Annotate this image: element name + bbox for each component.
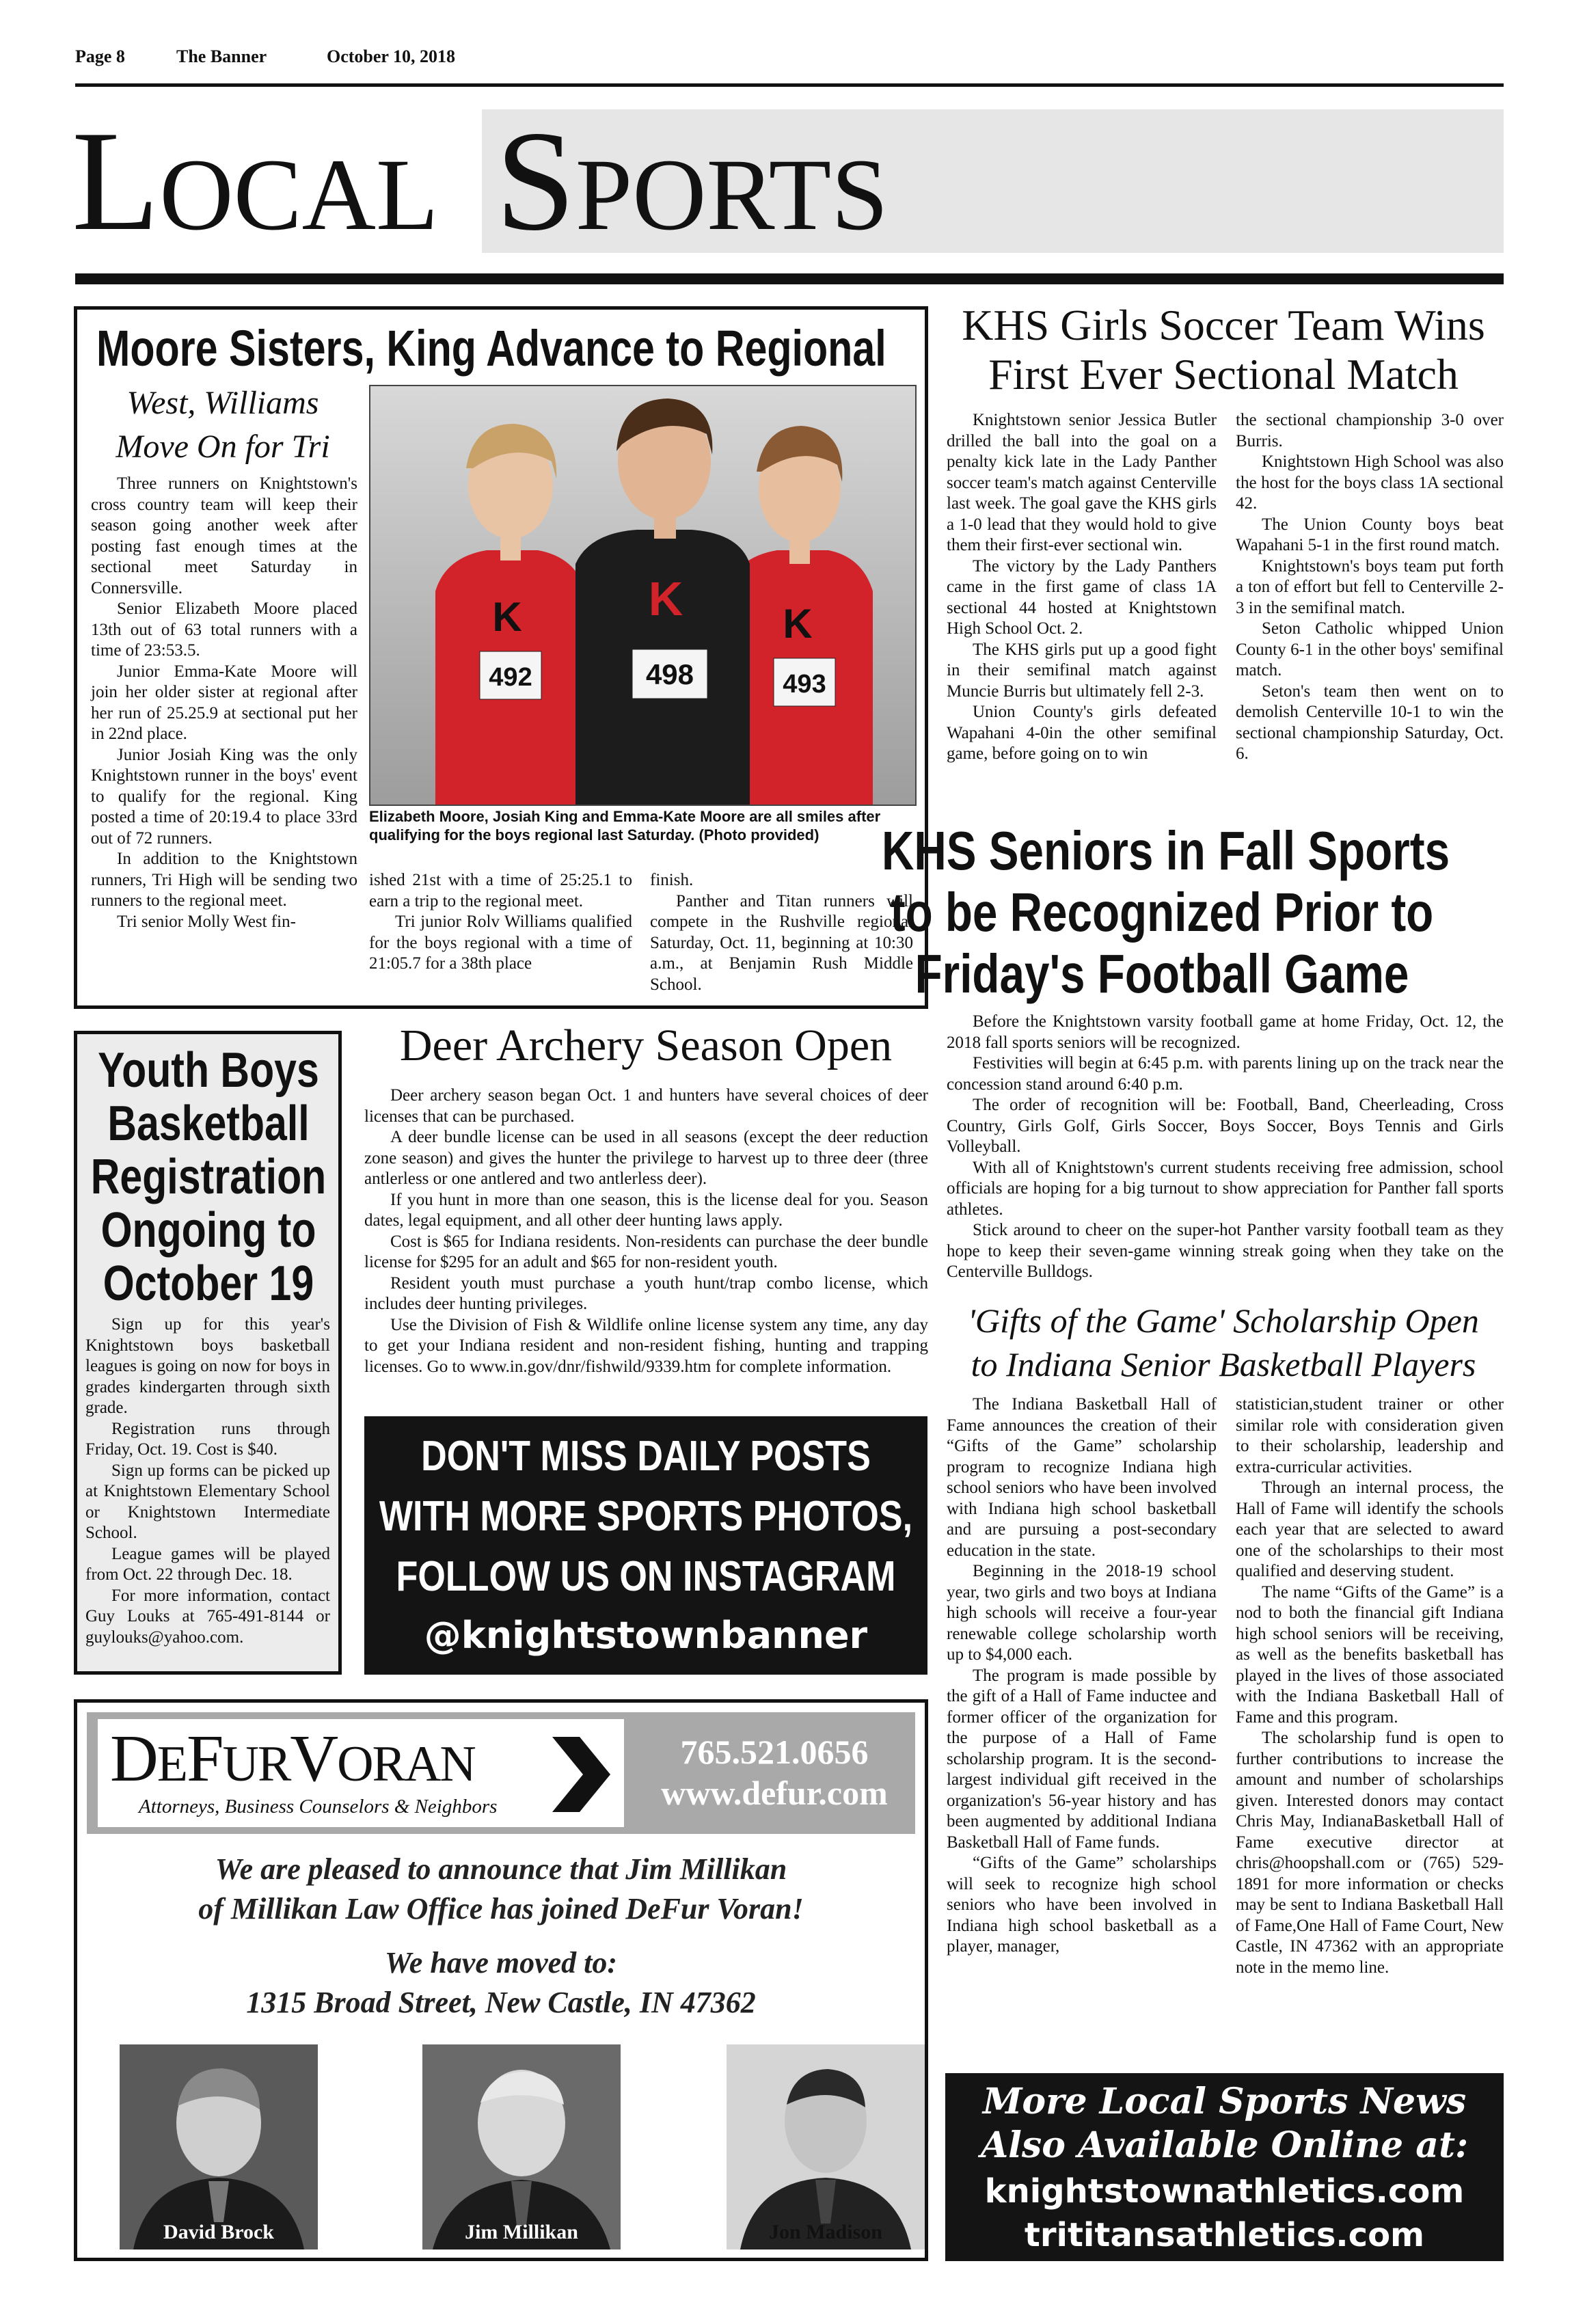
instagram-line3: FOLLOW US ON INSTAGRAM — [396, 1553, 896, 1600]
deer-headline: Deer Archery Season Open — [399, 1021, 893, 1070]
bib-letter-center: K — [648, 572, 683, 625]
site-trititansathletics[interactable]: trititansathletics.com — [1024, 2216, 1425, 2254]
bib-letter-right: K — [783, 601, 813, 647]
portrait-jim-millikan — [422, 2044, 621, 2249]
issue-date: October 10, 2018 — [327, 46, 455, 66]
section-title-local: LOCAL — [72, 102, 439, 260]
ad-logo-panel — [98, 1719, 624, 1827]
portrait-david-brock — [120, 2044, 318, 2249]
bib-center: 498 — [645, 658, 694, 690]
defur-voran-logo: DEFURVORAN — [110, 1722, 475, 1796]
page-number: Page 8 — [75, 46, 125, 66]
more-news-box — [945, 2073, 1504, 2261]
more-news-line2: Also Available Online at: — [980, 2124, 1469, 2166]
ad-announcement: We are pleased to announce that Jim Millikan of Millikan Law Office has joined DeFur Voran! — [198, 1852, 804, 1926]
paper-name: The Banner — [176, 46, 267, 66]
name-jim-millikan: Jim Millikan — [465, 2221, 578, 2243]
scholarship-headline: 'Gifts of the Game' Scholarship Open to Indiana Senior Basketball Players — [968, 1301, 1479, 1383]
soccer-headline: KHS Girls Soccer Team Wins First Ever Sectional Match — [962, 301, 1485, 398]
scholarship-col2: statistician,student trainer or other similar role with consideration given to their scholarship, leadership and extra-curricular activities. Through an internal process, the Hall of Fame will identify the schools each year that are selected to award one of the scholarships to their most qualified and deserving student. The name “Gifts of the Game” is a nod to both the financial gift Indiana high school seniors will be receiving, as well as the benefits basketball has played in the lives of those associated with the Indiana Basketball Hall of Fame and this program. The scholarship fund is open to further contributions to increase the amount and number of scholarships given. Interested donors may contact Chris May, IndianaBasketball Hall of Fame executive director at chris@hoopshall.com or (765) 529-1891 for more information or checks may be sent to Indiana Basketball Hall of Fame,One Hall of Fame Court, New Castle, IN 47362 with an appropriate note in the memo line. — [1236, 1395, 1504, 1977]
more-news-line1: More Local Sports News — [982, 2081, 1467, 2122]
ad-new-address: We have moved to: 1315 Broad Street, New Castle, IN 47362 — [246, 1946, 756, 2019]
runners-photo — [369, 385, 917, 806]
photo-caption: Elizabeth Moore, Josiah King and Emma-Kate Moore are all smiles after qualifying for the boys regional last Saturday. (Photo provided) — [369, 808, 881, 843]
moore-subhead: West, Williams Move On for Tri — [116, 385, 330, 465]
deer-body: Deer archery season began Oct. 1 and hunters have several choices of deer licenses that can be purchased. A deer bundle license can be used in all seasons (except the deer reduction zone season) and gives the hunter the privilege to harvest up to three deer (three antlerless or one antlered and two antlerless deer). If you hunt in more than one season, this is the license deal for you. Season dates, legal equipment, and all other deer hunting laws apply. Cost is $65 for Indiana residents. Non-residents can purchase the deer bundle license for $295 for an adult and $65 for non-resident youth. Resident youth must purchase a youth hunt/trap combo license, which includes deer hunting privileges. Use the Division of Fish & Wildlife online license system any time, any day to get your Indiana resident and non-resident fishing, hunting and trapping licenses. Go to www.in.gov/dnr/fishwild/9339.htm for complete information. — [364, 1086, 928, 1376]
soccer-col2: the sectional championship 3-0 over Burris. Knightstown High School was also the host for the boys class 1A sectional 42. The Union County boys beat Wapahani 5-1 in the first round match. Knightstown's boys team put forth a ton of effort but fell to Centerville 2-3 in the semifinal match. Seton Catholic whipped Union County 6-1 in the other boys' semifinal match. Seton's team then went on to demolish Centerville 10-1 to win the sectional championship Saturday, Oct. 6. — [1236, 411, 1504, 763]
portrait-jon-madison — [727, 2044, 925, 2249]
instagram-line2: WITH MORE SPORTS PHOTOS, — [379, 1493, 913, 1540]
youth-body: Sign up for this year's Knightstown boys basketball leagues is going on now for boys in grades kindergarten through sixth grade. Registration runs through Friday, Oct. 19. Cost is $40. Sign up forms can be picked up at Knightstown Elementary School or Knightstown Intermediate School. League games will be played from Oct. 22 through Dec. 18. For more information, contact Guy Louks at 765-491-8144 or guylouks@yahoo.com. — [85, 1315, 330, 1647]
logo-chevron-icon — [552, 1737, 614, 1812]
moore-col3: finish. Panther and Titan runners will compete in the Rushville regional Saturday, Oct. 11, beginning at 10:30 a.m., at Benjamin Rush Middle School. — [650, 871, 913, 994]
ad-phone: 765.521.0656 — [680, 1733, 869, 1771]
moore-headline: Moore Sisters, King Advance to Regional — [96, 320, 886, 377]
instagram-promo — [364, 1416, 927, 1675]
moore-story-box — [74, 306, 928, 1009]
seniors-body: Before the Knightstown varsity football game at home Friday, Oct. 12, the 2018 fall sports seniors will be recognized. Festivities will begin at 6:45 p.m. with parents lining up on the track near the concession stand around 6:40 p.m. The order of recognition will be: Football, Band, Cheerleading, Cross Country, Girls Golf, Girls Soccer, Boys Soccer, Boys Tennis and Girls Volleyball. With all of Knightstown's current students receiving free admission, school officials are hoping for a big turnout to show appreciation for Panther fall sports athletes. Stick around to cheer on the super-hot Panther varsity football team as they hope to keep their seven-game winning streak going when they take on the Centerville Bulldogs. — [947, 1012, 1504, 1281]
name-david-brock: David Brock — [163, 2221, 274, 2243]
instagram-handle: @knightstownbanner — [424, 1614, 868, 1657]
youth-basketball-box — [74, 1031, 342, 1675]
youth-headline: Youth Boys Basketball Registration Ongoing to October 19 — [90, 1043, 327, 1311]
scholarship-col1: The Indiana Basketball Hall of Fame announces the creation of their “Gifts of the Game” scholarship program to recognize Indiana high school seniors who have been involved with Indiana high school basketball and are pursuing a post-secondary education in the state. Beginning in the 2018-19 school year, two girls and two boys at Indiana high schools will receive a four-year renewable college scholarship worth up to $4,000 each. The program is made possible by the gift of a Hall of Fame inductee and former officer of the organization for the purpose of a Hall of Fame scholarship program. It is the second-largest individual gift received in the organization's 56-year history and has been augmented by additional Indiana Basketball Hall of Fame funds. “Gifts of the Game” scholarships will seek to recognize high school seniors who have been involved in Indiana high school basketball as a player, manager, — [947, 1395, 1217, 1956]
defur-voran-ad — [74, 1699, 928, 2261]
bib-letter-left: K — [492, 594, 522, 640]
section-rule — [75, 273, 1504, 284]
moore-col1: Three runners on Knightstown's cross country team will keep their season going another week after posting fast enough times at the sectional meet Saturday in Connersville. Senior Elizabeth Moore placed 13th out of 63 total runners with a time of 23:53.5. Junior Emma-Kate Moore will join her older sister at regional after her run of 25.25.9 at sectional put her in 22nd place. Junior Josiah King was the only Knightstown runner in the boys' event to qualify for the regional. King posted a time of 20:19.4 to place 33rd out of 72 runners. In addition to the Knightstown runners, Tri High will be sending two runners to the regional meet. Tri senior Molly West fin- — [91, 474, 357, 931]
moore-col2: ished 21st with a time of 25:25.1 to earn a trip to the regional meet. Tri junior Rolv Williams qualified for the boys regional with a time of 21:05.7 for a 38th place — [369, 871, 632, 973]
site-knightstownathletics[interactable]: knightstownathletics.com — [984, 2172, 1465, 2211]
bib-right: 493 — [783, 670, 826, 699]
ad-website: www.defur.com — [661, 1774, 888, 1812]
seniors-headline: KHS Seniors in Fall Sports to be Recognized Prior to Friday's Football Game — [882, 820, 1450, 1004]
name-jon-madison: Jon Madison — [769, 2221, 882, 2243]
instagram-line1: DON'T MISS DAILY POSTS — [421, 1433, 871, 1480]
section-title-sports: SPORTS — [496, 102, 889, 260]
header-rule — [75, 83, 1504, 87]
bib-left: 492 — [489, 663, 532, 692]
ad-tagline: Attorneys, Business Counselors & Neighbors — [139, 1796, 498, 1818]
soccer-col1: Knightstown senior Jessica Butler drilled the ball into the goal on a penalty kick late in the Lady Panther soccer team's match against Centerville last week. The goal gave the KHS girls a 1-0 lead that they would hold to give them their first-ever sectional win. The victory by the Lady Panthers came in the first game of class 1A sectional 44 hosted at Knightstown High School Oct. 2. The KHS girls put up a good fight in their semifinal match against Muncie Burris but ultimately fell 2-3. Union County's girls defeated Wapahani 4-0in the other semifinal game, before going on to win — [947, 411, 1217, 763]
